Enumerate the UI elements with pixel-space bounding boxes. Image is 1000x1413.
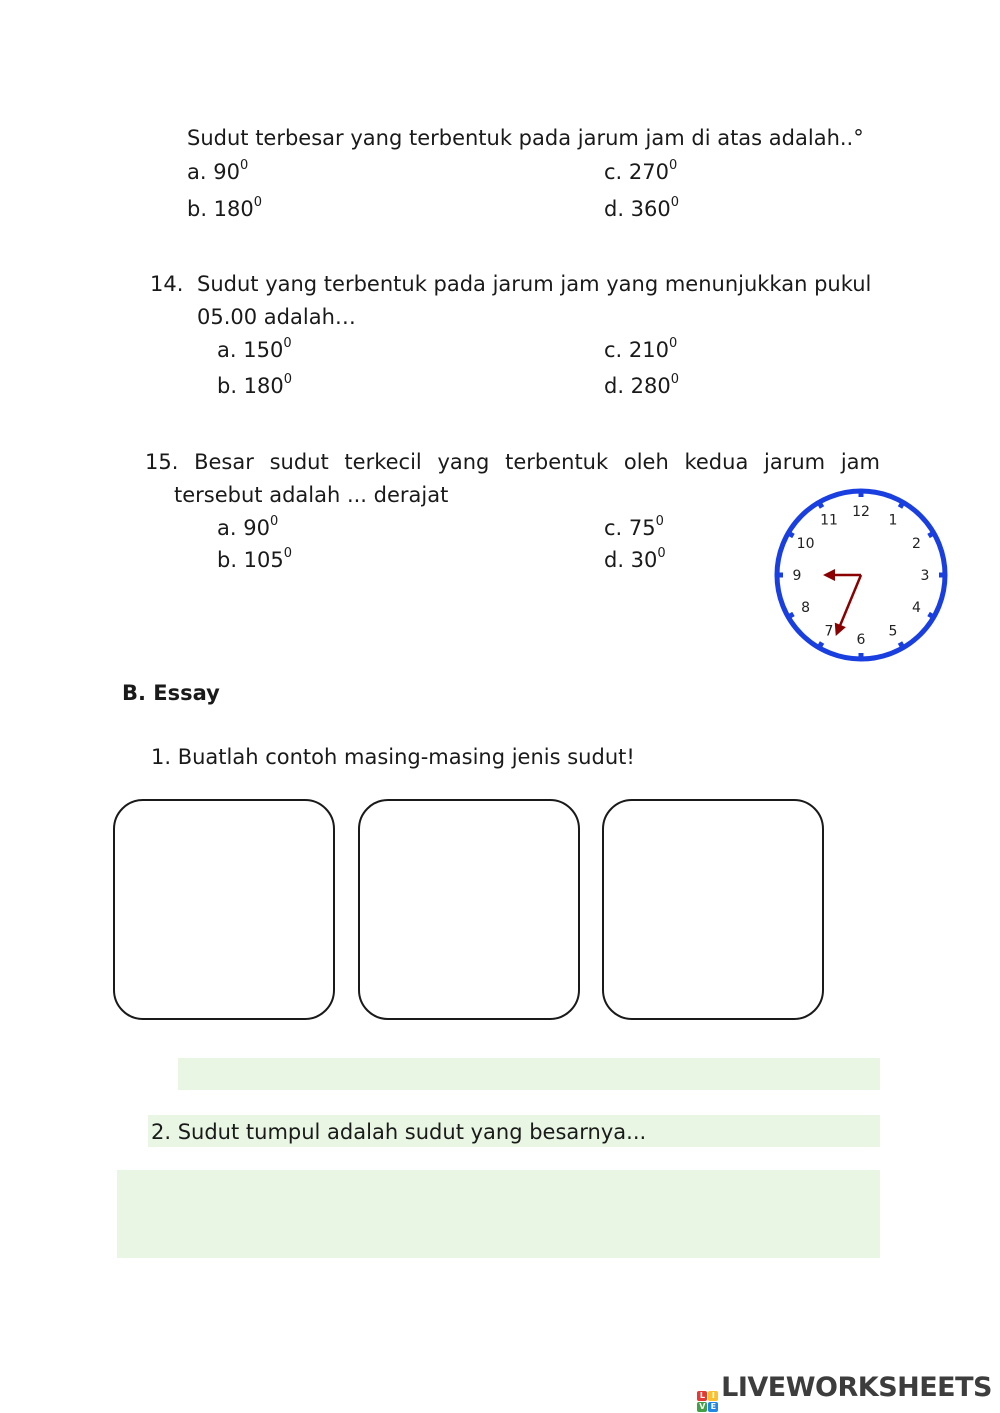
q13-option-b: b. $180^0$ bbox=[187, 195, 263, 221]
clock-number: 1 bbox=[888, 512, 898, 529]
clock-tick bbox=[900, 501, 904, 507]
q14-option-b: b. $180^0$ bbox=[217, 372, 293, 398]
q13-option-c: c. $270^0$ bbox=[604, 158, 678, 184]
clock-tick bbox=[900, 643, 904, 649]
liveworksheets-logo bbox=[697, 1372, 992, 1412]
clock-number: 6 bbox=[856, 632, 866, 648]
clock-number: 3 bbox=[920, 568, 930, 584]
q13-option-d: d. $360^0$ bbox=[604, 195, 680, 221]
clock-number: 2 bbox=[911, 536, 921, 552]
q15-option-b: b. $105^0$ bbox=[217, 546, 293, 572]
clock-tick bbox=[929, 614, 935, 618]
clock-tick bbox=[787, 614, 793, 618]
answer-field-2[interactable] bbox=[117, 1170, 880, 1258]
drawing-box-3[interactable] bbox=[602, 799, 824, 1020]
clock-number: 11 bbox=[820, 512, 838, 529]
answer-field-1[interactable] bbox=[178, 1058, 880, 1090]
q14-option-a: a. $150^0$ bbox=[217, 336, 292, 362]
essay-heading: B. Essay bbox=[122, 681, 220, 705]
q13-question: Sudut terbesar yang terbentuk pada jarum jam di atas adalah..° bbox=[187, 126, 864, 150]
clock-number: 7 bbox=[824, 623, 834, 640]
clock-number: 10 bbox=[796, 536, 815, 552]
clock-number: 8 bbox=[801, 600, 811, 616]
q15-option-a: a. $90^0$ bbox=[217, 514, 279, 540]
clock-tick bbox=[819, 643, 823, 649]
q15-option-c: c. $75^0$ bbox=[604, 514, 664, 540]
q15-line1: 15. Besar sudut terkecil yang terbentuk oleh kedua jarum jam bbox=[145, 450, 880, 474]
clock-number: 9 bbox=[792, 568, 802, 584]
clock-tick bbox=[929, 533, 935, 537]
q14-option-c: c. $210^0$ bbox=[604, 336, 678, 362]
drawing-box-1[interactable] bbox=[113, 799, 335, 1020]
liveworksheets-logo-icon: L I V E bbox=[697, 1391, 718, 1412]
q13-option-a: a. $90^0$ bbox=[187, 158, 249, 184]
q14-line1: Sudut yang terbentuk pada jarum jam yang menunjukkan pukul bbox=[197, 272, 872, 296]
clock-number: 4 bbox=[911, 600, 921, 616]
drawing-box-2[interactable] bbox=[358, 799, 580, 1020]
essay-question-1: 1. Buatlah contoh masing-masing jenis sudut! bbox=[151, 745, 635, 769]
q15-option-d: d. $30^0$ bbox=[604, 546, 666, 572]
clock-figure bbox=[770, 486, 952, 664]
clock-number: 5 bbox=[888, 623, 898, 640]
liveworksheets-brand: LIVEWORKSHEETS bbox=[721, 1372, 992, 1403]
q14-number: 14. bbox=[150, 272, 184, 296]
clock-tick bbox=[787, 533, 793, 537]
q14-option-d: d. $280^0$ bbox=[604, 372, 680, 398]
clock-tick bbox=[819, 501, 823, 507]
clock-number: 12 bbox=[852, 504, 870, 520]
q14-line2: 05.00 adalah… bbox=[197, 305, 356, 329]
essay-question-2: 2. Sudut tumpul adalah sudut yang besarnya... bbox=[151, 1120, 647, 1144]
q15-line2: tersebut adalah ... derajat bbox=[174, 483, 449, 507]
